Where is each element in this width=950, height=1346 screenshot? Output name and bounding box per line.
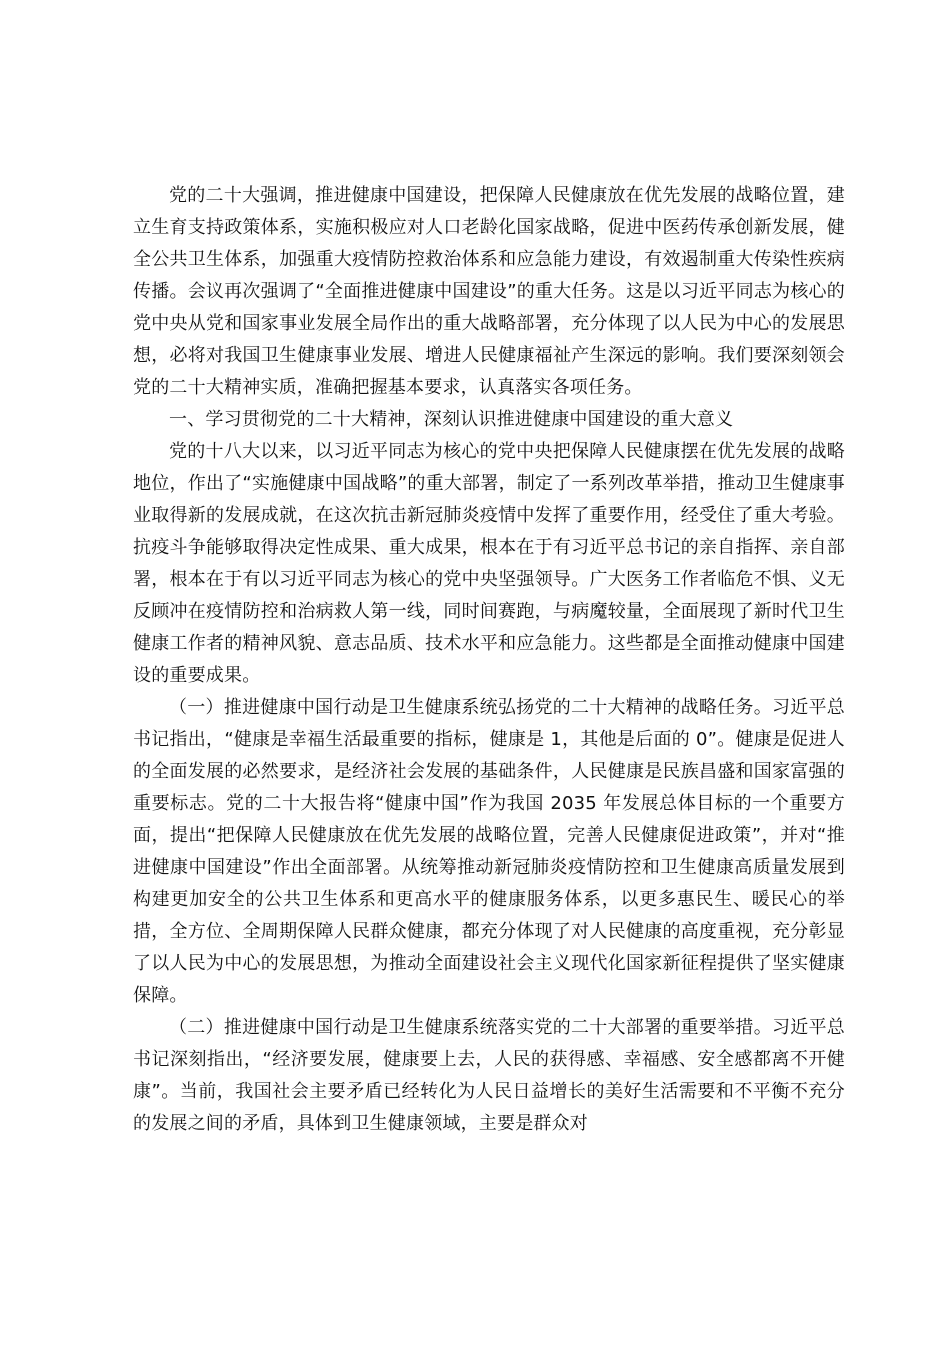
intro-paragraph: 党的二十大强调，推进健康中国建设，把保障人民健康放在优先发展的战略位置，建立生育支持政策体系，实施积极应对人口老龄化国家战略，促进中医药传承创新发展，健全公共卫生体系，加强重大疫情防控救治体系和应急能力建设，有效遏制重大传染性疾病传播。会议再次强调了“全面推进健康中国建设”的重大任务。这是以习近平同志为核心的党中央从党和国家事业发展全局作出的重大战略部署，充分体现了以人民为中心的发展思想，必将对我国卫生健康事业发展、增进人民健康福祉产生深远的影响。我们要深刻领会党的二十大精神实质，准确把握基本要求，认真落实各项任务。 [133,185,845,398]
section-1-paragraph: 党的十八大以来，以习近平同志为核心的党中央把保障人民健康摆在优先发展的战略地位，作出了“实施健康中国战略”的重大部署，制定了一系列改革举措，推动卫生健康事业取得新的发展成就，在这次抗击新冠肺炎疫情中发挥了重要作用，经受住了重大考验。抗疫斗争能够取得决定性成果、重大成果，根本在于有习近平总书记的亲自指挥、亲自部署，根本在于有以习近平同志为核心的党中央坚强领导。广大医务工作者临危不惧、义无反顾冲在疫情防控和治病救人第一线，同时间赛跑，与病魔较量，全面展现了新时代卫生健康工作者的精神风貌、意志品质、技术水平和应急能力。这些都是全面推动健康中国建设的重要成果。 [133,441,845,686]
document-body [133,180,845,1140]
section-heading-1: 一、学习贯彻党的二十大精神，深刻认识推进健康中国建设的重大意义 [169,409,734,430]
subsection-2-paragraph: （二）推进健康中国行动是卫生健康系统落实党的二十大部署的重要举措。习近平总书记深刻指出，“经济要发展，健康要上去，人民的获得感、幸福感、安全感都离不开健康”。当前，我国社会主要矛盾已经转化为人民日益增长的美好生活需要和不平衡不充分的发展之间的矛盾，具体到卫生健康领域，主要是群众对 [133,1017,845,1134]
subsection-1-paragraph: （一）推进健康中国行动是卫生健康系统弘扬党的二十大精神的战略任务。习近平总书记指出，“健康是幸福生活最重要的指标，健康是 1，其他是后面的 0”。健康是促进人的全面发展的必然要求，是经济社会发展的基础条件，人民健康是民族昌盛和国家富强的重要标志。党的二十大报告将“健康中国”作为我国 2035 年发展总体目标的一个重要方面，提出“把保障人民健康放在优先发展的战略位置，完善人民健康促进政策”，并对“推进健康中国建设”作出全面部署。从统筹推动新冠肺炎疫情防控和卫生健康高质量发展到构建更加安全的公共卫生体系和更高水平的健康服务体系，以更多惠民生、暖民心的举措，全方位、全周期保障人民群众健康，都充分体现了对人民健康的高度重视，充分彰显了以人民为中心的发展思想，为推动全面建设社会主义现代化国家新征程提供了坚实健康保障。 [133,697,845,1006]
